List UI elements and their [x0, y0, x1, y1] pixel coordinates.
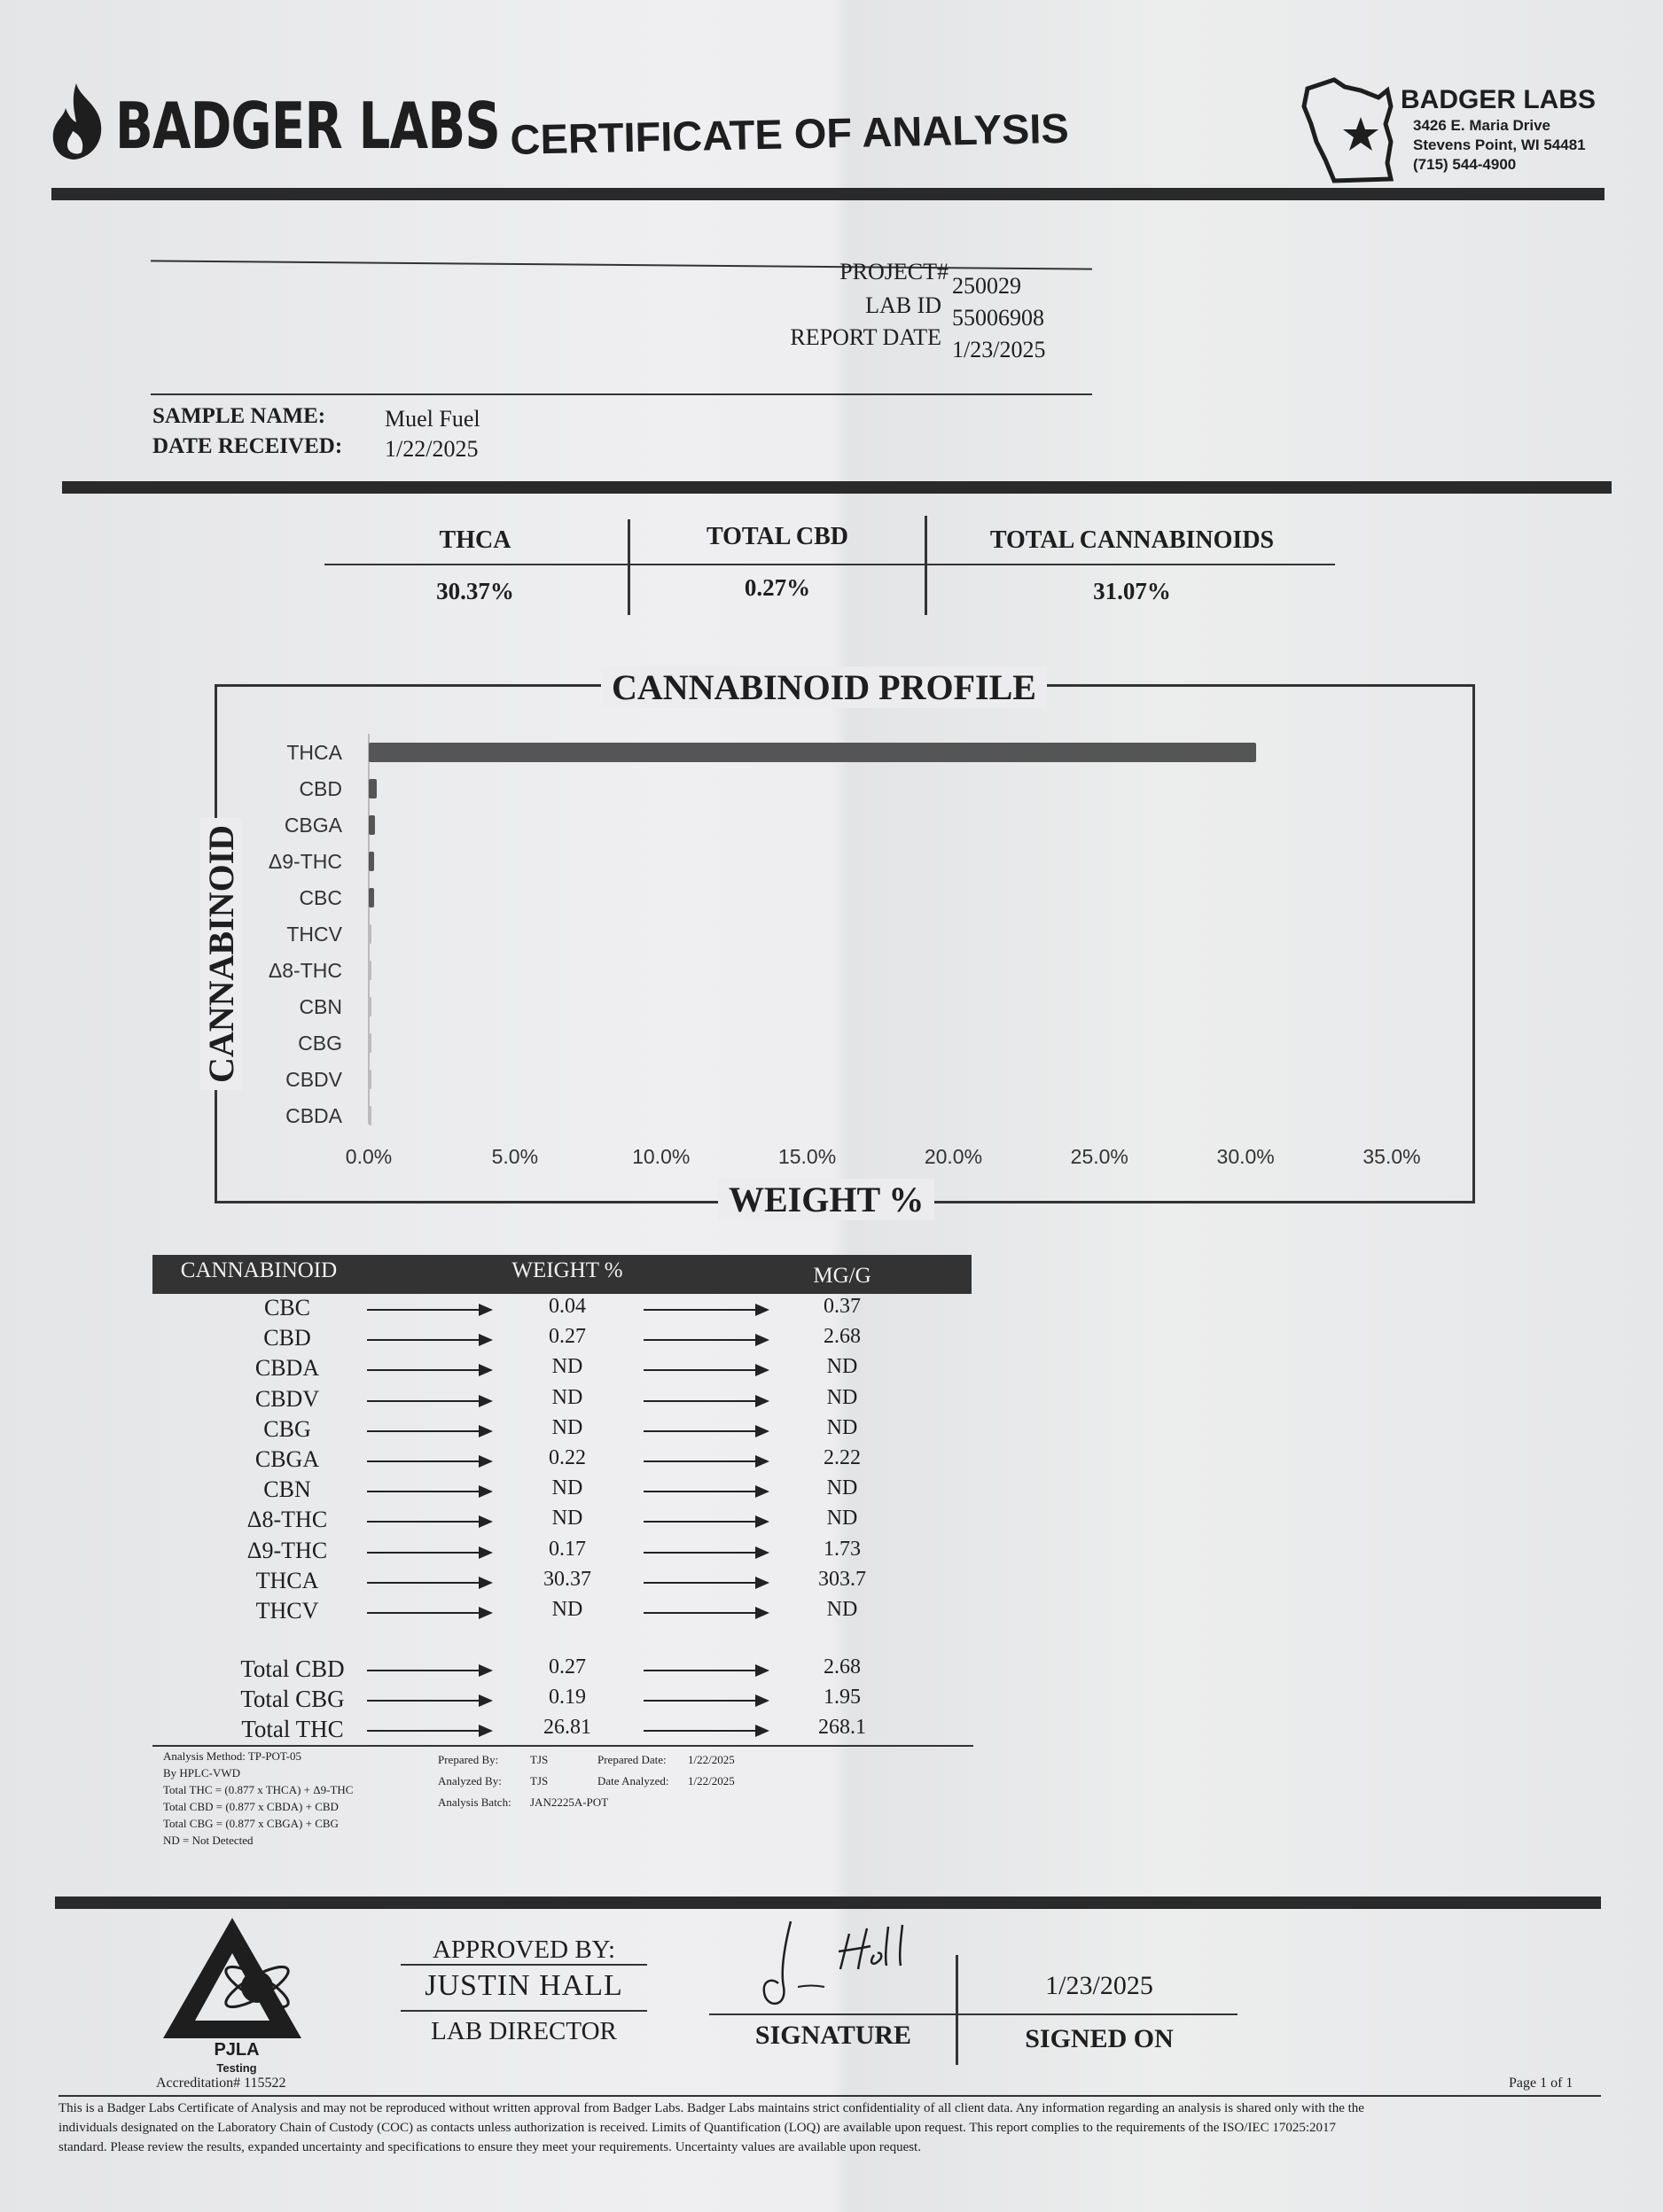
cell-cannabinoid: Total CBG — [240, 1686, 345, 1712]
signature-rule — [709, 2013, 1237, 2015]
cell-weight: 0.27 — [549, 1325, 586, 1349]
disclaimer-line: This is a Badger Labs Certificate of Analysis and may not be reproduced without written approval from Badger Labs. Badger Labs maintains strict confidentiality of all client data. Any information regarding an analysis is shared only with the the — [59, 2101, 1364, 2115]
pjla-sub: Testing — [216, 2061, 257, 2075]
signature-label: SIGNATURE — [754, 2021, 912, 2050]
info-rule-bottom — [151, 393, 1092, 395]
chart-y-tick-label: CBG — [298, 1032, 342, 1055]
wisconsin-map-icon — [1299, 71, 1405, 186]
analyzed-by-label: Analyzed By: — [438, 1774, 502, 1788]
cell-mgg: 2.68 — [824, 1325, 861, 1349]
arrow-icon — [644, 1582, 768, 1584]
signed-on-label: SIGNED ON — [1025, 2024, 1174, 2053]
arrow-icon — [644, 1700, 768, 1702]
chart-bar — [369, 924, 371, 944]
cell-cannabinoid: CBD — [263, 1325, 311, 1351]
document-title: CERTIFICATE OF ANALYSIS — [510, 104, 1070, 163]
cell-weight: ND — [551, 1385, 583, 1409]
cell-cannabinoid: THCA — [255, 1567, 319, 1593]
table-header-mgg: MG/G — [813, 1264, 871, 1288]
lab-id-label: LAB ID — [865, 292, 941, 318]
chart-y-tick-label: THCV — [286, 923, 342, 946]
analyzed-by-value: TJS — [530, 1774, 549, 1788]
chart-bar — [369, 961, 371, 980]
sample-divider — [62, 481, 1612, 494]
arrow-icon — [644, 1491, 768, 1492]
approver-role: LAB DIRECTOR — [431, 2017, 617, 2045]
chart-x-tick-label: 10.0% — [632, 1145, 691, 1168]
cell-cannabinoid: Δ8-THC — [246, 1507, 328, 1533]
arrow-icon — [644, 1730, 768, 1732]
summary-rule — [324, 564, 1335, 565]
cell-cannabinoid: CBC — [263, 1295, 311, 1320]
cell-weight: 0.27 — [549, 1655, 586, 1678]
cell-cannabinoid: Total THC — [241, 1716, 344, 1742]
cell-cannabinoid: CBDV — [254, 1385, 320, 1412]
chart-bar — [369, 743, 1256, 762]
badger-flame-logo-icon — [50, 82, 106, 161]
method-note: Total CBD = (0.877 x CBDA) + CBD — [163, 1800, 339, 1813]
cell-weight: 0.22 — [549, 1446, 586, 1469]
accreditation-number: Accreditation# 115522 — [156, 2076, 286, 2091]
cell-mgg: 2.68 — [824, 1655, 861, 1678]
disclaimer — [59, 2099, 1601, 2157]
cell-cannabinoid: CBDA — [254, 1355, 320, 1382]
date-received-label: DATE RECEIVED: — [152, 434, 343, 458]
arrow-icon — [644, 1521, 768, 1523]
arrow-icon — [367, 1491, 491, 1492]
cell-weight: ND — [551, 1507, 583, 1530]
cell-mgg: 2.22 — [824, 1446, 861, 1469]
lab-phone: (715) 544-4900 — [1413, 156, 1517, 173]
cell-weight: 0.04 — [549, 1295, 586, 1318]
prepared-date-label: Prepared Date: — [597, 1753, 667, 1766]
arrow-icon — [367, 1369, 491, 1371]
table-header-weight: WEIGHT % — [511, 1258, 623, 1282]
sample-name-value: Muel Fuel — [385, 406, 480, 432]
table-header-cannabinoid: CANNABINOID — [180, 1258, 338, 1282]
chart-y-tick-label: CBDA — [285, 1104, 342, 1127]
arrow-icon — [367, 1730, 491, 1732]
table-bottom-rule — [152, 1745, 973, 1747]
prepared-by-label: Prepared By: — [438, 1753, 499, 1766]
chart-y-tick-label: CBGA — [284, 814, 342, 837]
approval-rule-2 — [401, 2010, 647, 2012]
header-divider — [51, 188, 1604, 200]
cell-mgg: 1.73 — [824, 1537, 861, 1561]
chart-y-tick-label: CBC — [299, 886, 342, 909]
method-note: ND = Not Detected — [163, 1834, 254, 1847]
method-note: Total CBG = (0.877 x CBGA) + CBG — [163, 1817, 339, 1830]
cell-mgg: 0.37 — [824, 1295, 861, 1318]
chart-x-tick-label: 20.0% — [924, 1145, 983, 1168]
project-value: 250029 — [952, 273, 1021, 299]
summary-label-total-cbd: TOTAL CBD — [706, 523, 848, 550]
chart-y-tick-label: CBD — [299, 777, 342, 800]
cell-weight: 26.81 — [543, 1716, 591, 1739]
cell-weight: ND — [551, 1415, 583, 1439]
analyzed-date-value: 1/22/2025 — [688, 1774, 735, 1788]
arrow-icon — [644, 1339, 768, 1341]
analysis-batch-label: Analysis Batch: — [438, 1795, 511, 1809]
arrow-icon — [644, 1612, 768, 1614]
cell-mgg: ND — [826, 1415, 858, 1439]
info-rule-top — [151, 260, 1092, 269]
cell-cannabinoid: CBN — [263, 1476, 311, 1503]
chart-x-tick-label: 0.0% — [345, 1145, 393, 1168]
summary-divider-2 — [925, 516, 927, 615]
pjla-accreditation-logo-icon — [160, 1914, 310, 2044]
brand-wordmark: BADGER LABS — [115, 89, 501, 163]
chart-bar — [369, 852, 374, 871]
handwritten-signature — [753, 1916, 922, 2013]
summary-value-total-cbd: 0.27% — [744, 574, 811, 601]
summary-divider-1 — [628, 519, 630, 615]
pjla-org: PJLA — [214, 2040, 260, 2060]
arrow-icon — [367, 1521, 491, 1523]
sample-name-label: SAMPLE NAME: — [152, 404, 326, 428]
arrow-icon — [367, 1430, 491, 1432]
chart-bar — [369, 1070, 371, 1089]
chart-bar — [369, 1106, 371, 1125]
chart-bar — [369, 815, 375, 835]
lab-name: BADGER LABS — [1401, 85, 1597, 114]
chart-y-tick-label: CBN — [299, 995, 342, 1018]
chart-y-tick-label: Δ9-THC — [268, 850, 342, 873]
chart-y-tick-label: CBDV — [285, 1068, 342, 1091]
cell-weight: 30.37 — [543, 1567, 591, 1591]
summary-value-thca: 30.37% — [436, 578, 514, 604]
chart-bar — [369, 997, 371, 1016]
disclaimer-line: individuals designated on the Laboratory Chain of Custody (COC) as contacts unless authorization is received. Limits of Quantification (LOQ) are available upon request. This report complies to the requirements of the ISO/IEC 17025:2017 — [59, 2121, 1337, 2135]
arrow-icon — [367, 1339, 491, 1341]
arrow-icon — [367, 1612, 491, 1614]
chart-x-tick-label: 5.0% — [491, 1145, 539, 1168]
cell-mgg: ND — [826, 1355, 858, 1379]
cell-weight: ND — [551, 1476, 583, 1500]
lab-address-line1: 3426 E. Maria Drive — [1413, 117, 1550, 134]
page-number: Page 1 of 1 — [1509, 2076, 1573, 2091]
chart-y-tick-label: THCA — [286, 741, 342, 764]
chart-bar — [369, 779, 377, 798]
cell-mgg: ND — [826, 1507, 858, 1530]
chart-y-tick-label: Δ8-THC — [268, 959, 342, 982]
arrow-icon — [367, 1670, 491, 1671]
chart-x-tick-label: 25.0% — [1070, 1145, 1128, 1168]
chart-bar — [369, 1033, 371, 1053]
arrow-icon — [367, 1700, 491, 1702]
summary-label-total-cannabinoids: TOTAL CANNABINOIDS — [989, 526, 1275, 554]
cell-mgg: 268.1 — [818, 1716, 866, 1739]
footer-divider — [55, 1897, 1601, 1909]
cell-weight: ND — [551, 1598, 583, 1621]
cell-cannabinoid: Total CBD — [240, 1655, 345, 1682]
arrow-icon — [367, 1400, 491, 1402]
prepared-by-value: TJS — [530, 1753, 549, 1766]
chart-x-axis-title: WEIGHT % — [718, 1179, 934, 1220]
cell-weight: ND — [551, 1355, 583, 1379]
arrow-icon — [644, 1552, 768, 1554]
cell-cannabinoid: Δ9-THC — [246, 1537, 328, 1563]
chart-x-tick-label: 35.0% — [1362, 1145, 1421, 1168]
arrow-icon — [367, 1552, 491, 1554]
chart-x-tick-label: 30.0% — [1216, 1145, 1275, 1168]
approved-by-label: APPROVED BY: — [432, 1936, 616, 1964]
cell-weight: 0.19 — [549, 1686, 586, 1709]
signed-date: 1/23/2025 — [1045, 1971, 1153, 2000]
date-received-value: 1/22/2025 — [385, 436, 479, 462]
approver-name: JUSTIN HALL — [425, 1969, 623, 2002]
disclaimer-rule — [59, 2095, 1601, 2097]
cell-weight: 0.17 — [549, 1537, 586, 1561]
arrow-icon — [644, 1670, 768, 1671]
report-date-value: 1/23/2025 — [952, 337, 1046, 362]
project-label: PROJECT# — [839, 259, 949, 284]
arrow-icon — [644, 1460, 768, 1462]
report-date-label: REPORT DATE — [790, 324, 941, 350]
cell-cannabinoid: CBG — [263, 1415, 311, 1442]
lab-id-value: 55006908 — [952, 305, 1044, 331]
cell-mgg: ND — [826, 1385, 858, 1409]
arrow-icon — [367, 1582, 491, 1584]
cell-cannabinoid: CBGA — [254, 1446, 320, 1472]
chart-x-tick-label: 15.0% — [777, 1145, 837, 1168]
chart-y-axis-title: CANNABINOID — [200, 818, 242, 1090]
lab-address-line2: Stevens Point, WI 54481 — [1413, 136, 1586, 153]
chart-bar — [369, 888, 374, 907]
summary-label-thca: THCA — [439, 526, 511, 554]
chart-title: CANNABINOID PROFILE — [601, 666, 1047, 708]
cell-mgg: ND — [826, 1476, 858, 1500]
method-note: Total THC = (0.877 x THCA) + Δ9-THC — [163, 1783, 354, 1796]
cell-cannabinoid: THCV — [255, 1598, 319, 1624]
cell-mgg: 303.7 — [818, 1567, 866, 1591]
arrow-icon — [644, 1400, 768, 1402]
method-note: Analysis Method: TP-POT-05 — [163, 1749, 302, 1763]
analyzed-date-label: Date Analyzed: — [597, 1774, 669, 1788]
arrow-icon — [367, 1309, 491, 1311]
arrow-icon — [644, 1369, 768, 1371]
summary-value-total-cannabinoids: 31.07% — [1093, 578, 1171, 604]
method-note: By HPLC-VWD — [163, 1766, 241, 1780]
cell-mgg: 1.95 — [824, 1686, 861, 1709]
arrow-icon — [644, 1309, 768, 1311]
arrow-icon — [367, 1460, 491, 1462]
arrow-icon — [644, 1430, 768, 1432]
prepared-date-value: 1/22/2025 — [688, 1753, 735, 1766]
analysis-batch-value: JAN2225A-POT — [530, 1795, 609, 1809]
cell-mgg: ND — [826, 1598, 858, 1621]
disclaimer-line: standard. Please review the results, expanded uncertainty and specifications to ensure they meet your requirements. Uncertainty values are available upon request. — [59, 2140, 921, 2154]
